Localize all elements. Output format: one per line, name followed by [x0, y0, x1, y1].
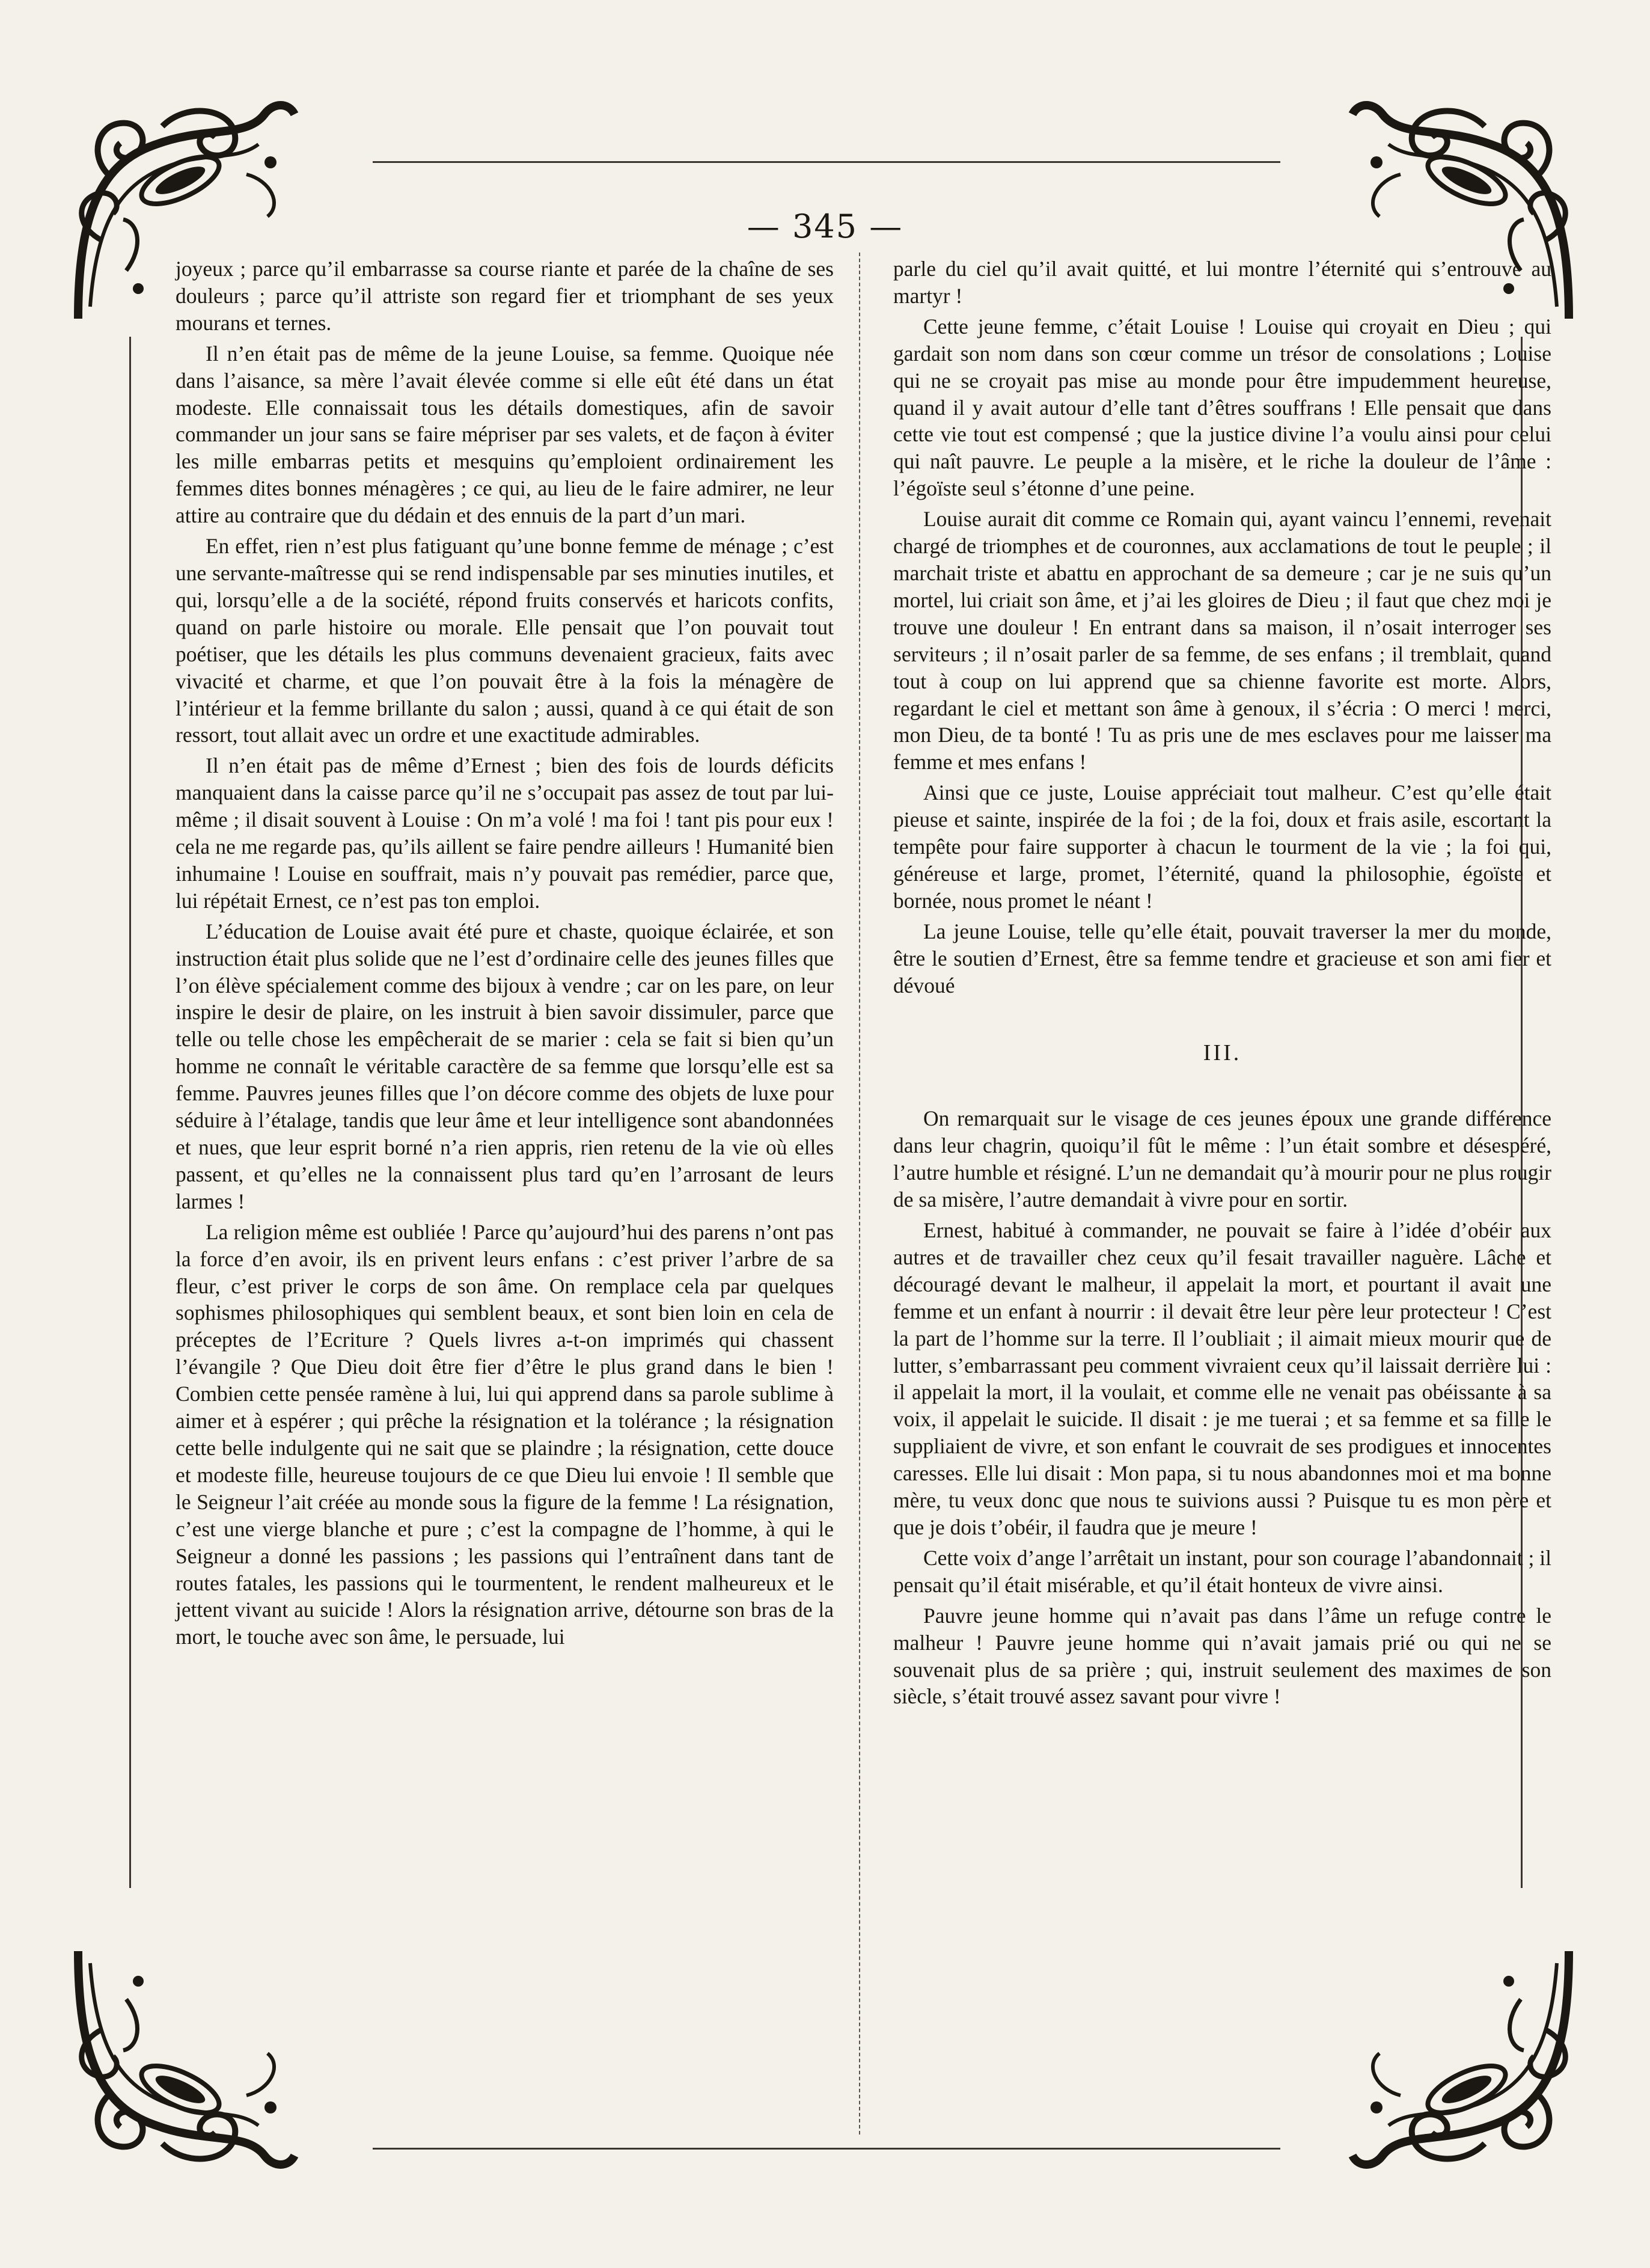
paragraph: Cette jeune femme, c’était Louise ! Louise qui croyait en Dieu ; qui gardait son nom dans son cœur comme un trésor de consolations ; Louise qui ne se croyait pas mise au monde pour être impudemment heureuse, quand il y avait autour d’elle tant d’êtres souffrans ! Elle pensait que dans cette vie tout est compensé ; que la justice divine l’a voulu ainsi pour celui qui naît pauvre. Le peuple a la misère, et le riche la douleur de l’âme : l’égoïste seul s’étonne d’une peine.	[893, 314, 1551, 501]
paragraph: joyeux ; parce qu’il embarrasse sa course riante et parée de la chaîne de ses douleurs ; parce qu’il attriste son regard fier et triomphant de ses yeux mourans et ternes.	[176, 257, 834, 335]
ornate-scroll-corner-icon	[66, 1939, 307, 2180]
right-column	[893, 256, 1551, 1714]
paragraph: On remarquait sur le visage de ces jeunes époux une grande différence dans leur chagrin, quoiqu’il fût le même : l’un était sombre et désespéré, l’autre humble et résigné. L’un ne demandait qu’à mourir pour ne plus rougir de sa misère, l’autre demandait à vivre pour en sortir.	[893, 1106, 1551, 1212]
paragraph: Ernest, habitué à commander, ne pouvait se faire à l’idée d’obéir aux autres et de travailler chez ceux qu’il fesait travailler naguère. Lâche et découragé devant le malheur, il appelait la mort, et pourtant il avait une femme et un enfant à nourrir : il devait être leur père leur protecteur ! C’est la part de l’homme sur la terre. Il l’oubliait ; il aimait mieux mourir que de lutter, s’embarrassant peu comment vivraient ceux qu’il laissait derrière lui : il appelait la mort, il la voulait, et comme elle ne venait pas obéissante à sa voix, il appelait le suicide. Il disait : je me tuerai ; et sa femme et sa fille le suppliaient de vivre, et son enfant le couvrait de ses prodigues et innocentes caresses. Elle lui disait : Mon papa, si tu nous abandonnes moi et ma bonne mère, tu veux donc que nous te suivions aussi ? Puisque tu es mon père et que je dois t’obéir, il faudra que je meure !	[893, 1218, 1551, 1539]
paragraph: La religion même est oubliée ! Parce qu’aujourd’hui des parens n’ont pas la force d’en avoir, ils en privent leurs enfans : c’est priver l’arbre de sa fleur, c’est priver le corps de son âme. On remplace cela par quelques sophismes philosophiques qui semblent beaux, et sont bien loin en cela de préceptes de l’Ecriture ? Quels livres a-t-on imprimés qui chassent l’évangile ? Que Dieu doit être fier d’être le plus grand dans le bien ! Combien cette pensée ramène à lui, lui qui apprend dans sa parole sublime à aimer et à espérer ; qui prêche la résignation et la tolérance ; la résignation cette belle indulgente qui ne sait que se plaindre ; la résignation, cette douce et modeste fille, heureuse toujours de ce que Dieu lui envoie ! Il semble que le Seigneur l’ait créée au monde sous la figure de la femme ! La résignation, c’est une vierge blanche et pure ; c’est la compagne de l’homme, à qui le Seigneur a donné les passions ; les passions qui l’entraînent dans tant de routes fatales, les passions qui le tourmentent, le rendent malheureux et le jettent vivant au suicide ! Alors la résignation arrive, détourne son bras de la mort, le touche avec son âme, le persuade, lui	[176, 1219, 834, 1649]
left-border-rule	[129, 337, 131, 1888]
paragraph: Il n’en était pas de même de la jeune Louise, sa femme. Quoique née dans l’aisance, sa mère l’avait élevée comme si elle eût été dans un état modeste. Elle connaissait tous les détails domestiques, afin de savoir commander un jour sans se faire mépriser par ses valets, et de façon à éviter les mille embarras petits et mesquins qu’emploient ordinairement les femmes dites bonnes ménagères ; ce qui, au lieu de le faire admirer, ne leur attire au contraire que du dédain et des ennuis de la part d’un mari.	[176, 341, 834, 528]
paragraph: Ainsi que ce juste, Louise appréciait tout malheur. C’est qu’elle était pieuse et sainte, inspirée de la foi ; de la foi, doux et frais asile, escortant la tempête pour faire supporter à chacun le tourment de la vie ; la foi qui, généreuse et large, promet, l’éternité, quand la philosophie, égoïste et bornée, nous promet le néant !	[893, 780, 1551, 913]
paragraph: La jeune Louise, telle qu’elle était, pouvait traverser la mer du monde, être le soutien d’Ernest, être sa femme tendre et gracieuse et son ami fier et dévoué	[893, 919, 1551, 998]
paragraph: En effet, rien n’est plus fatiguant qu’une bonne femme de ménage ; c’est une servante-maîtresse qui se rend indispensable par ses minuties inutiles, et qui, lorsqu’elle a de la société, répond fruits conservés et haricots confits, quand on parle histoire ou morale. Elle pensait que l’on pouvait tout poétiser, que les détails les plus communs devenaient gracieux, faits avec vivacité et charme, et que l’on pouvait être à la fois la ménagère de l’intérieur et la femme brillante du salon ; aussi, quand à ce qui était de son ressort, tout allait avec un ordre et une exactitude admirables.	[176, 534, 834, 747]
column-divider	[859, 253, 860, 2135]
left-column	[176, 256, 834, 1654]
section-heading: III.	[1203, 1040, 1242, 1066]
paragraph: Louise aurait dit comme ce Romain qui, ayant vaincu l’ennemi, revenait chargé de triomphes et de couronnes, aux acclamations de tout le peuple ; il marchait triste et abattu en approchant de sa demeure ; car je ne suis qu’un mortel, lui criait son âme, et j’ai les gloires de Dieu ; il faut que chez moi je trouve une douleur ! En entrant dans sa maison, il n’osait interroger ses serviteurs ; il n’osait parler de sa femme, de ses enfans ; il tremblait, quand tout à coup on lui apprend que sa chienne favorite est morte. Alors, regardant le ciel et mettant son âme à genoux, il s’écria : O merci ! merci, mon Dieu, de ta bonté ! Tu as pris une de mes esclaves pour me laisser ma femme et mes enfans !	[893, 507, 1551, 774]
top-border-rule	[373, 161, 1280, 163]
ornate-scroll-corner-icon	[1340, 1939, 1581, 2180]
page-number: — 345 —	[747, 207, 903, 245]
paragraph: Cette voix d’ange l’arrêtait un instant, pour son courage l’abandonnait ; il pensait qu’il était misérable, et qu’il était honteux de vivre ainsi.	[893, 1545, 1551, 1597]
bottom-border-rule	[373, 2148, 1280, 2150]
paragraph: L’éducation de Louise avait été pure et chaste, quoique éclairée, et son instruction était plus solide que ne l’est d’ordinaire celle des jeunes filles que l’on élève spécialement comme des bijoux à vendre ; car on les pare, on leur inspire le desir de plaire, on les instruit à bien savoir dissimuler, parce que telle ou telle chose les empêcherait de se marier : cela se fait si bien qu’un homme ne connaît le véritable caractère de sa femme que lorsqu’elle est sa femme. Pauvres jeunes filles que l’on décore comme des objets de luxe pour séduire à l’étalage, tandis que leur âme et leur intelligence sont abandonnées et nues, que leur esprit borné n’a rien appris, rien retenu de la vie où elles passent, et qu’elles ne la connaissent plus tard qu’en l’arrosant de leurs larmes !	[176, 919, 834, 1213]
paragraph: parle du ciel qu’il avait quitté, et lui montre l’éternité qui s’entrouve au martyr !	[893, 257, 1551, 308]
paragraph: Il n’en était pas de même d’Ernest ; bien des fois de lourds déficits manquaient dans la caisse parce qu’il ne s’occupait pas assez de tout par lui-même ; il disait souvent à Louise : On m’a volé ! ma foi ! tant pis pour eux ! cela ne me regarde pas, qu’ils aillent se faire pendre ailleurs ! Humanité bien inhumaine ! Louise en souffrait, mais n’y pouvait pas remédier, parce que, lui répétait Ernest, ce n’est pas ton emploi.	[176, 753, 834, 913]
paragraph: Pauvre jeune homme qui n’avait pas dans l’âme un refuge contre le malheur ! Pauvre jeune homme qui n’avait jamais prié ou qui ne se souvenait plus de sa prière ; qui, instruit seulement des maximes de son siècle, s’était trouvé assez savant pour vivre !	[893, 1603, 1551, 1709]
